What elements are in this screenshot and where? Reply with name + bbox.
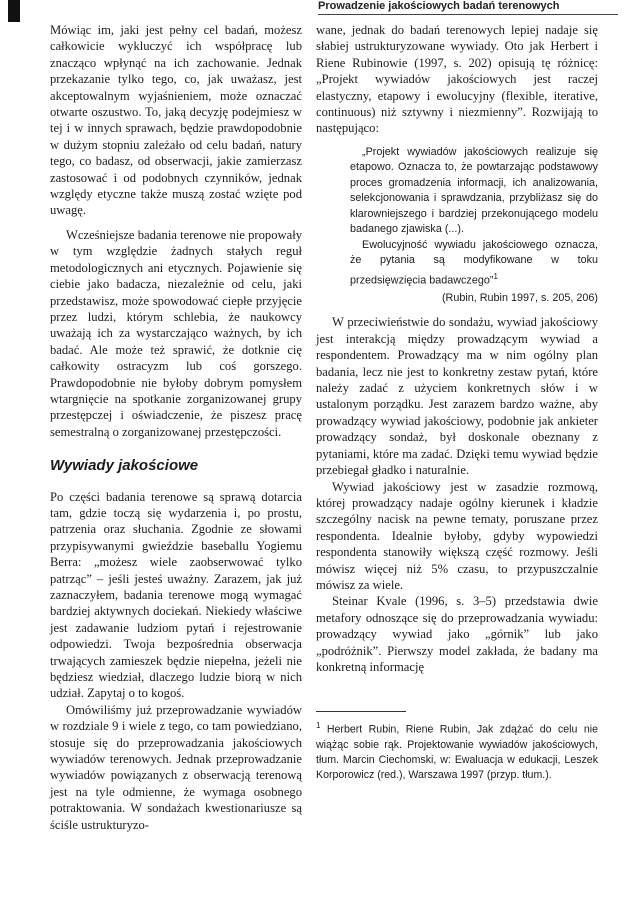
paragraph: Wcześniejsze badania terenowe nie propowały w tym względzie żadnych stałych reguł metodologicznych ani etycznych. Pojawienie się ciebie jako badacza, niezależnie od celu, jaki przedstawisz, może spowodować ciepłe przyjęcie przez ludzi, którym schlebia, że naukowcy uważają ich za wystarczająco ważnych, by ich badać. Ale może też sprawić, że dotknie cię całkowity ostracyzm lub coś gorszego. Prawdopodobnie nie byłoby dobrym pomysłem wtargnięcie na spotkanie zorganizowanej grupy przestępczej i oświadczenie, że piszesz pracę semestralną o zorganizowanej przestępczości. [50, 227, 302, 439]
paragraph: Po części badania terenowe są sprawą dotarcia tam, gdzie toczą się wydarzenia i, po prostu, patrzenia oraz słuchania. Zgodnie ze słowami przypisywanymi gwieździe baseballu Yogiemu Berra: „możesz wiele zaobserwować tylko patrząc” – jeśli jesteś uważny. Zarazem, jak już zaznaczyłem, badania terenowe mogą wymagać bardziej aktywnych dociekań. Niekiedy właściwe jest zadawanie ludziom pytań i rejestrowanie odpowiedzi. Twoja bezpośrednia obserwacja trwających zamieszek będzie niepełna, jeżeli nie będziesz wiedział, dlaczego ludzie biorą w nich udział. Zapytaj o to kogoś. [50, 489, 302, 701]
page-corner-mark [8, 0, 20, 22]
right-column [316, 22, 598, 783]
quote-paragraph: „Projekt wywiadów jakościowych realizuje się etapowo. Oznacza to, że powtarzając podstawowy proces gromadzenia informacji, ich analizowania, selekcjonowania i sprawdzania, przybliżasz się do klarowniejszego i bardziej przekonującego modelu badanego zjawiska (...). [350, 145, 598, 236]
footnote-divider [316, 711, 406, 712]
paragraph: Omówiliśmy już przeprowadzanie wywiadów w rozdziale 9 i wiele z tego, co tam powiedziano, stosuje się do przeprowadzania jakościowych wywiadów terenowych. Jednak przeprowadzanie wywiadów powiązanych z obserwacją terenową jest na tyle odmienne, że wymaga osobnego potraktowania. W sondażach kwestionariusze są ściśle ustrukturyzo- [50, 702, 302, 832]
block-quote [316, 145, 598, 307]
paragraph: Mówiąc im, jaki jest pełny cel badań, możesz całkowicie wykluczyć ich współpracę lub znacząco wpłynąć na ich zachowanie. Jednak przekazanie tylko tego, co, jak uważasz, jest akceptowalnym wyjaśnieniem, może oznaczać otwarte oszustwo. To, jaką decyzję podejmiesz w tej i w innych sprawach, będzie prawdopodobnie w dużym stopniu zależało od celu badań, natury tego, co badasz, od obserwacji, jakie zamierzasz zastosować i od podobnych czynników, jednak względy etyczne także muszą zostać wzięte pod uwagę. [50, 23, 302, 218]
paragraph: Steinar Kvale (1996, s. 3–5) przedstawia dwie metafory odnoszące się do przeprowadzania wywiadu: prowadzący wywiad jako „górnik” lub jako „podróżnik”. Pierwszy model zakłada, że badany ma konkretną informację [316, 594, 598, 674]
running-header: Prowadzenie jakościowych badań terenowych [318, 0, 618, 15]
paragraph: wane, jednak do badań terenowych lepiej nadaje się słabiej ustrukturyzowane wywiady. Oto jak Herbert i Riene Rubinowie (1997, s. 202) opisują tę różnicę: „Projekt wywiadów jakościowych jest raczej elastyczny, etapowy i ewolucyjny (flexible, iterative, continuous) niż sztywny i niezmienny”. Rozwijają to następująco: [316, 23, 598, 136]
left-column [50, 22, 302, 833]
quote-citation: (Rubin, Rubin 1997, s. 205, 206) [441, 291, 598, 304]
quote-paragraph [350, 238, 598, 289]
footnote-reference: 1 [493, 271, 498, 281]
section-title: Wywiady jakościowe [50, 457, 199, 475]
quote-text: Ewolucyjność wywiadu jakościowego oznacza, że pytania są modyfikowane w toku przedsięwzięcia badawczego” [350, 238, 598, 287]
footnote-number: 1 [316, 721, 321, 731]
footnote-text: Herbert Rubin, Riene Rubin, Jak zdążać do celu nie wiążąc sobie rąk. Projektowanie wywiadów jakościowych, tłum. Marcin Ciechomski, w: Ewaluacja w edukacji, Leszek Korporowicz (red.), Warszawa 1997 (przyp. tłum.). [316, 723, 598, 781]
footnote [316, 718, 598, 783]
paragraph: Wywiad jakościowy jest w zasadzie rozmową, której prowadzący nadaje ogólny kierunek i kładzie szczególny nacisk na pewne tematy, poruszane przez respondenta. Idealnie byłoby, gdyby wypowiedzi respondenta stanowiły większą część rozmowy. Jeśli mówisz więcej niż 5% czasu, to przypuszczalnie mówisz za wiele. [316, 479, 598, 592]
paragraph: W przeciwieństwie do sondażu, wywiad jakościowy jest interakcją między prowadzącym wywiad a respondentem. Prowadzący ma w nim ogólny plan badania, lecz nie jest to konkretny zestaw pytań, które należy zadać z użyciem konkretnych słów i w ustalonym porządku. Jest zarazem bardzo ważne, aby prowadzący wywiad jakościowy, podobnie jak ankieter prowadzący sondaż, był doskonale obeznany z pytaniami, które ma zadać. Dzięki temu wywiad będzie przebiegał gładko i naturalnie. [316, 315, 598, 478]
